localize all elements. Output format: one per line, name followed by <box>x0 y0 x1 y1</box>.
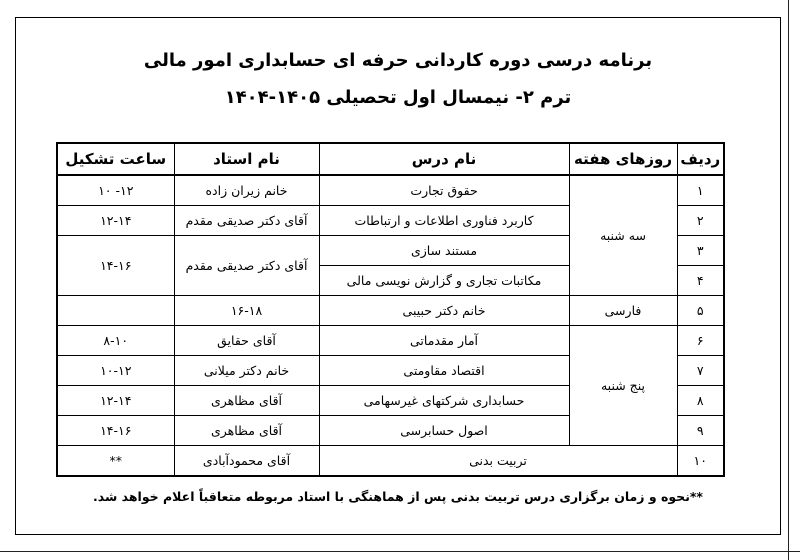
teacher-cell: آقای محمودآبادی <box>174 446 319 477</box>
table-row <box>57 296 724 326</box>
course-cell: تربیت بدنی <box>319 446 677 477</box>
page-subtitle: ترم ۲- نیمسال اول تحصیلی ۱۴۰۵-۱۴۰۴ <box>224 87 572 108</box>
table-row <box>57 446 724 477</box>
course-cell: مکاتبات تجاری و گزارش نویسی مالی <box>319 266 569 296</box>
row-number: ۴ <box>677 266 724 296</box>
table-row <box>57 326 724 356</box>
schedule-table <box>56 142 725 477</box>
course-cell: اصول حسابرسی <box>319 416 569 446</box>
header-teacher: نام استاد <box>174 143 319 175</box>
row-number: ۵ <box>677 296 724 326</box>
time-cell: ۸-۱۰ <box>57 326 174 356</box>
teacher-cell: آقای مظاهری <box>174 416 319 446</box>
course-cell: فارسی <box>569 296 677 326</box>
day-cell-thursday: پنج شنبه <box>569 326 677 446</box>
row-number: ۸ <box>677 386 724 416</box>
course-cell: کاربرد فناوری اطلاعات و ارتباطات <box>319 206 569 236</box>
teacher-cell: آقای دکتر صدیقی مقدم <box>174 236 319 296</box>
teacher-cell: خانم دکتر میلانی <box>174 356 319 386</box>
teacher-cell: آقای حقایق <box>174 326 319 356</box>
teacher-cell: خانم زیران زاده <box>174 175 319 206</box>
row-number: ۹ <box>677 416 724 446</box>
row-number: ۲ <box>677 206 724 236</box>
header-time: ساعت تشکیل <box>57 143 174 175</box>
page-edge-bottom <box>0 551 800 552</box>
table-header-row <box>57 143 724 175</box>
page-title: برنامه درسی دوره کاردانی حرفه ای حسابداری امور مالی <box>143 50 653 71</box>
time-cell: ** <box>57 446 174 477</box>
header-days: روزهای هفته <box>569 143 677 175</box>
row-number: ۱۰ <box>677 446 724 477</box>
time-cell: ۱۲-۱۴ <box>57 206 174 236</box>
header-course: نام درس <box>319 143 569 175</box>
time-cell: ۱۲-۱۴ <box>57 386 174 416</box>
time-cell: ۱۰-۱۲ <box>57 356 174 386</box>
footnote: **نحوه و زمان برگزاری درس تربیت بدنی پس از هماهنگی با استاد مربوطه متعاقباً اعلام خواهد شد. <box>93 489 703 504</box>
teacher-cell: خانم دکتر حبیبی <box>319 296 569 326</box>
course-cell: مستند سازی <box>319 236 569 266</box>
row-number: ۱ <box>677 175 724 206</box>
course-cell: حسابداری شرکتهای غیرسهامی <box>319 386 569 416</box>
row-number: ۶ <box>677 326 724 356</box>
time-cell: ۱۴-۱۶ <box>57 236 174 296</box>
table-row <box>57 175 724 206</box>
course-cell: اقتصاد مقاومتی <box>319 356 569 386</box>
course-cell: حقوق تجارت <box>319 175 569 206</box>
row-number: ۷ <box>677 356 724 386</box>
row-number: ۳ <box>677 236 724 266</box>
time-cell: ۱۲- ۱۰ <box>57 175 174 206</box>
course-cell: آمار مقدماتی <box>319 326 569 356</box>
day-cell-tuesday: سه شنبه <box>569 175 677 296</box>
teacher-cell: آقای مظاهری <box>174 386 319 416</box>
time-cell: ۱۴-۱۶ <box>57 416 174 446</box>
header-row-number: ردیف <box>677 143 724 175</box>
time-cell: ۱۶-۱۸ <box>174 296 319 326</box>
teacher-cell: آقای دکتر صدیقی مقدم <box>174 206 319 236</box>
page-edge-right <box>788 0 789 560</box>
